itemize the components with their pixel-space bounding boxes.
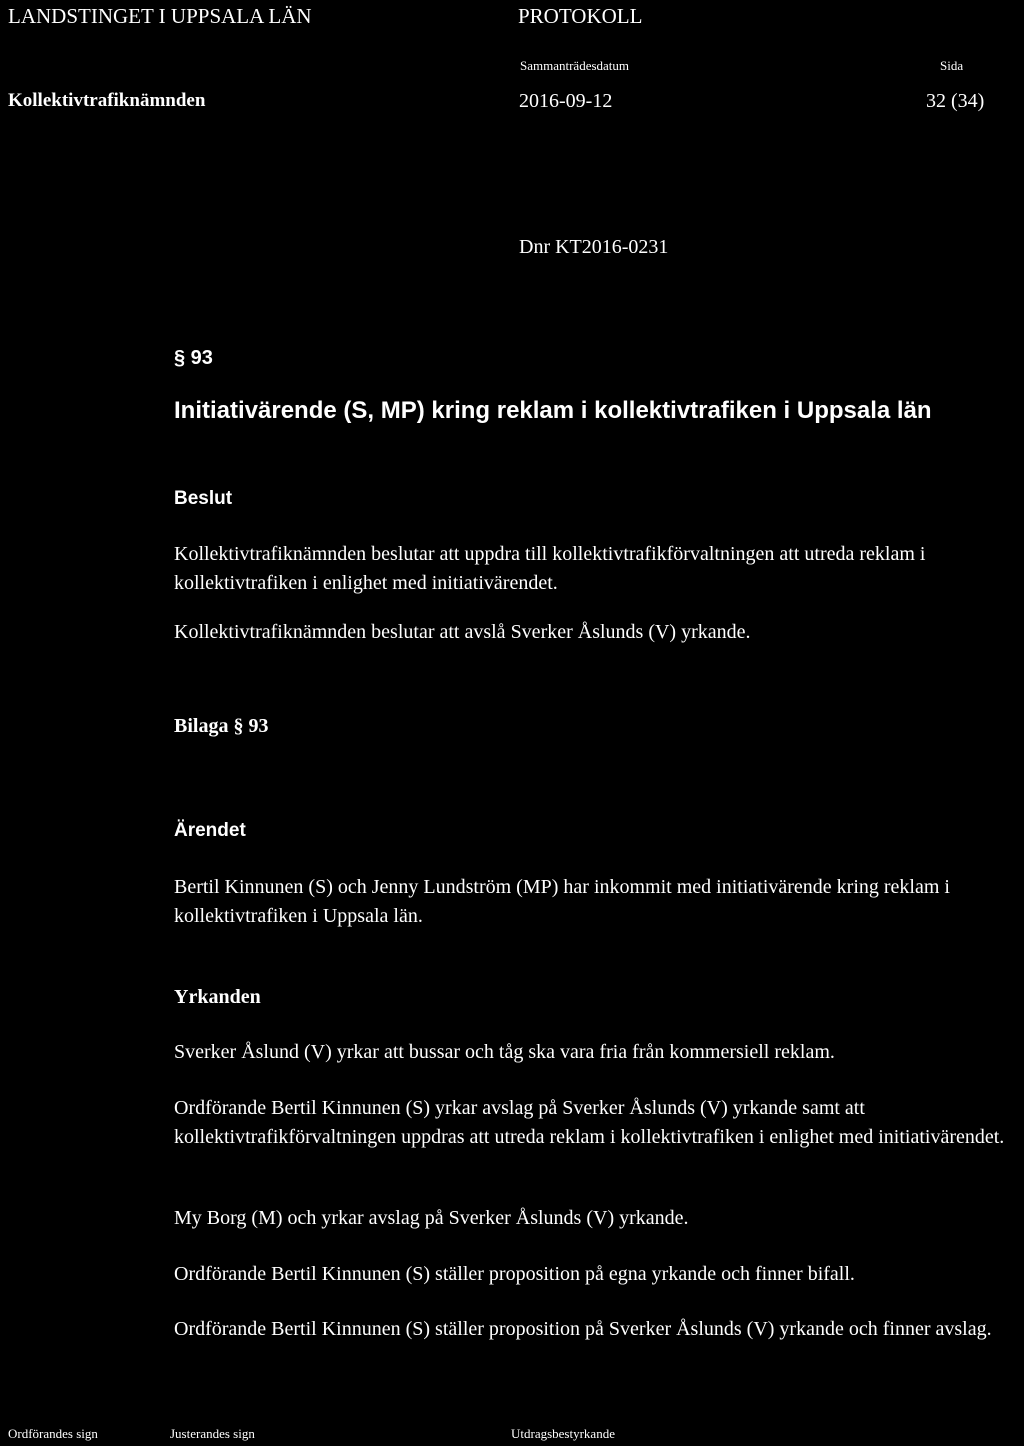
meeting-date: 2016-09-12 xyxy=(519,90,613,112)
arendet-heading: Ärendet xyxy=(174,820,246,841)
registration-number: Dnr KT2016-0231 xyxy=(519,236,669,258)
committee-name: Kollektivtrafiknämnden xyxy=(8,90,206,111)
yrkanden-heading: Yrkanden xyxy=(174,986,261,1008)
document-type: PROTOKOLL xyxy=(518,4,643,28)
yrkanden-paragraph-2: Ordförande Bertil Kinnunen (S) yrkar avslag på Sverker Åslunds (V) yrkande samt att kollektivtrafikförvaltningen uppdras att utreda reklam i kollektivtrafiken i enlighet med initiativärendet. xyxy=(174,1097,1005,1148)
page-label: Sida xyxy=(940,58,964,73)
date-label: Sammanträdesdatum xyxy=(520,58,630,73)
adjuster-signature-label: Justerandes sign xyxy=(170,1426,255,1441)
chair-signature-label: Ordförandes sign xyxy=(8,1426,98,1441)
section-title: Initiativärende (S, MP) kring reklam i kollektivtrafiken i Uppsala län xyxy=(174,397,932,424)
section-number: § 93 xyxy=(174,347,213,369)
beslut-heading: Beslut xyxy=(174,488,233,509)
beslut-paragraph-1: Kollektivtrafiknämnden beslutar att uppdra till kollektivtrafikförvaltningen att utreda reklam i kollektivtrafiken i enlighet med initiativärendet. xyxy=(174,543,926,594)
extract-certification-label: Utdragsbestyrkande xyxy=(511,1426,615,1441)
yrkanden-paragraph-4: Ordförande Bertil Kinnunen (S) ställer proposition på egna yrkande och finner bifall. xyxy=(174,1263,855,1285)
yrkanden-paragraph-5: Ordförande Bertil Kinnunen (S) ställer proposition på Sverker Åslunds (V) yrkande och finner avslag. xyxy=(174,1318,992,1340)
yrkanden-paragraph-3: My Borg (M) och yrkar avslag på Sverker Åslunds (V) yrkande. xyxy=(174,1207,689,1229)
beslut-paragraph-2: Kollektivtrafiknämnden beslutar att avslå Sverker Åslunds (V) yrkande. xyxy=(174,621,751,643)
bilaga-reference: Bilaga § 93 xyxy=(174,715,269,737)
yrkanden-paragraph-1: Sverker Åslund (V) yrkar att bussar och tåg ska vara fria från kommersiell reklam. xyxy=(174,1041,835,1063)
arendet-paragraph-1: Bertil Kinnunen (S) och Jenny Lundström (MP) har inkommit med initiativärende kring reklam i kollektivtrafiken i Uppsala län. xyxy=(174,876,950,927)
organization-name: LANDSTINGET I UPPSALA LÄN xyxy=(8,4,312,28)
page-number: 32 (34) xyxy=(926,90,985,112)
